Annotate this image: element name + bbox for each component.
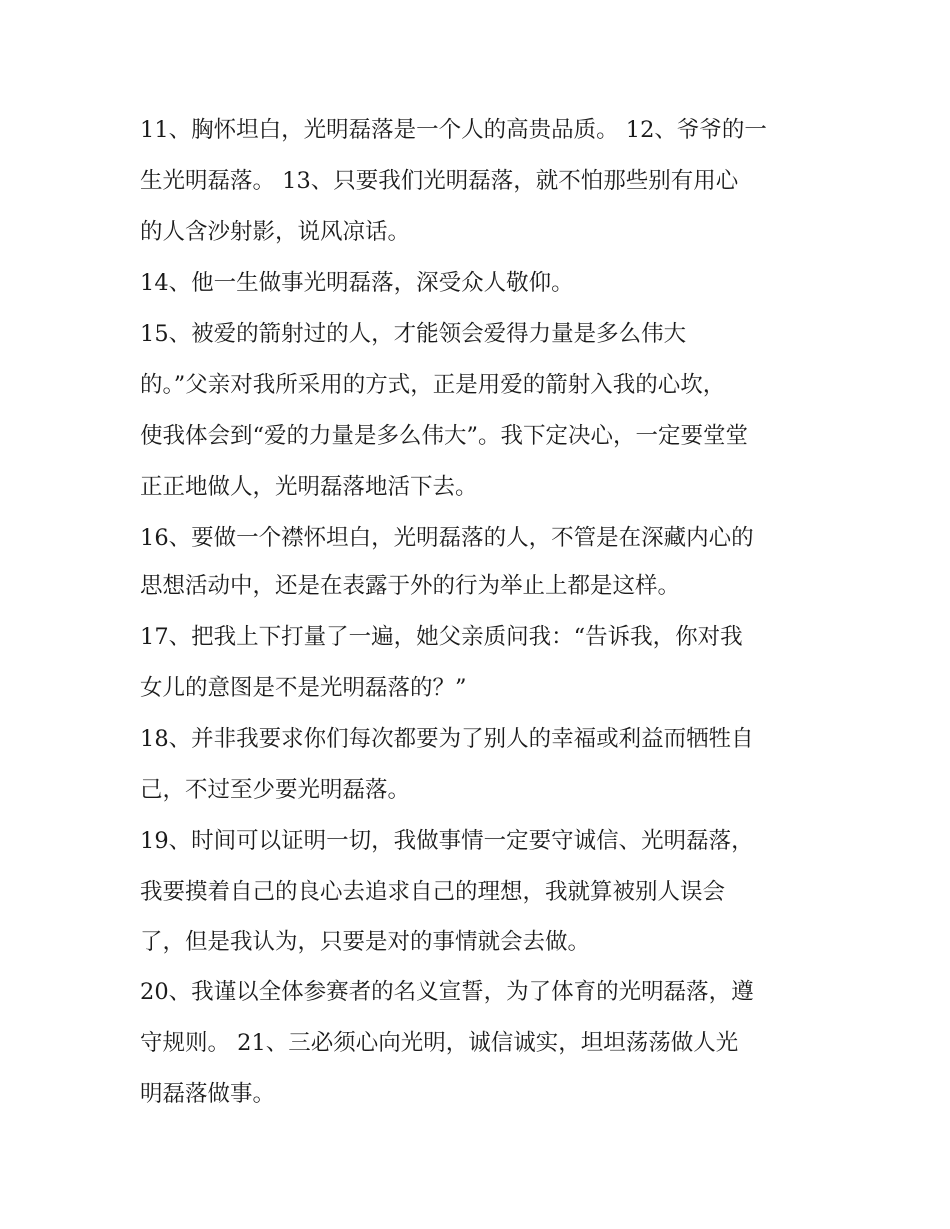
text-line: 思想活动中，还是在表露于外的行为举止上都是这样。 [140, 573, 681, 599]
text-line: 使我体会到“爱的力量是多么伟大”。我下定决心，一定要堂堂 [140, 423, 749, 449]
text-line: 18、并非我要求你们每次都要为了别人的幸福或利益而牺牲自 [140, 726, 754, 752]
text-line: 11、胸怀坦白，光明磊落是一个人的高贵品质。 12、爷爷的一 [140, 117, 767, 143]
text-line: 明磊落做事。 [140, 1081, 276, 1107]
text-line: 14、他一生做事光明磊落，深受众人敬仰。 [140, 270, 574, 296]
text-line: 生光明磊落。 13、只要我们光明磊落，就不怕那些别有用心 [140, 168, 739, 194]
text-line: 16、要做一个襟怀坦白，光明磊落的人，不管是在深藏内心的 [140, 525, 754, 551]
text-line: 正正地做人，光明磊落地活下去。 [140, 474, 478, 500]
text-line: 17、把我上下打量了一遍，她父亲质问我：“告诉我，你对我 [140, 624, 743, 650]
text-line: 的人含沙射影，说风凉话。 [140, 219, 411, 245]
text-line: 19、时间可以证明一切，我做事情一定要守诚信、光明磊落， [140, 828, 754, 854]
text-line: 守规则。 21、三必须心向光明，诚信诚实，坦坦荡荡做人光 [140, 1030, 739, 1056]
text-line: 己，不过至少要光明磊落。 [140, 777, 411, 803]
text-line: 的。”父亲对我所采用的方式，正是用爱的箭射入我的心坎， [140, 372, 726, 398]
text-line: 我要摸着自己的良心去追求自己的理想，我就算被别人误会 [140, 879, 726, 905]
text-line: 女儿的意图是不是光明磊落的？” [140, 675, 467, 701]
text-line: 了，但是我认为，只要是对的事情就会去做。 [140, 929, 591, 955]
text-line: 20、我谨以全体参赛者的名义宣誓，为了体育的光明磊落，遵 [140, 979, 754, 1005]
text-line: 15、被爱的箭射过的人，才能领会爱得力量是多么伟大 [140, 321, 687, 347]
